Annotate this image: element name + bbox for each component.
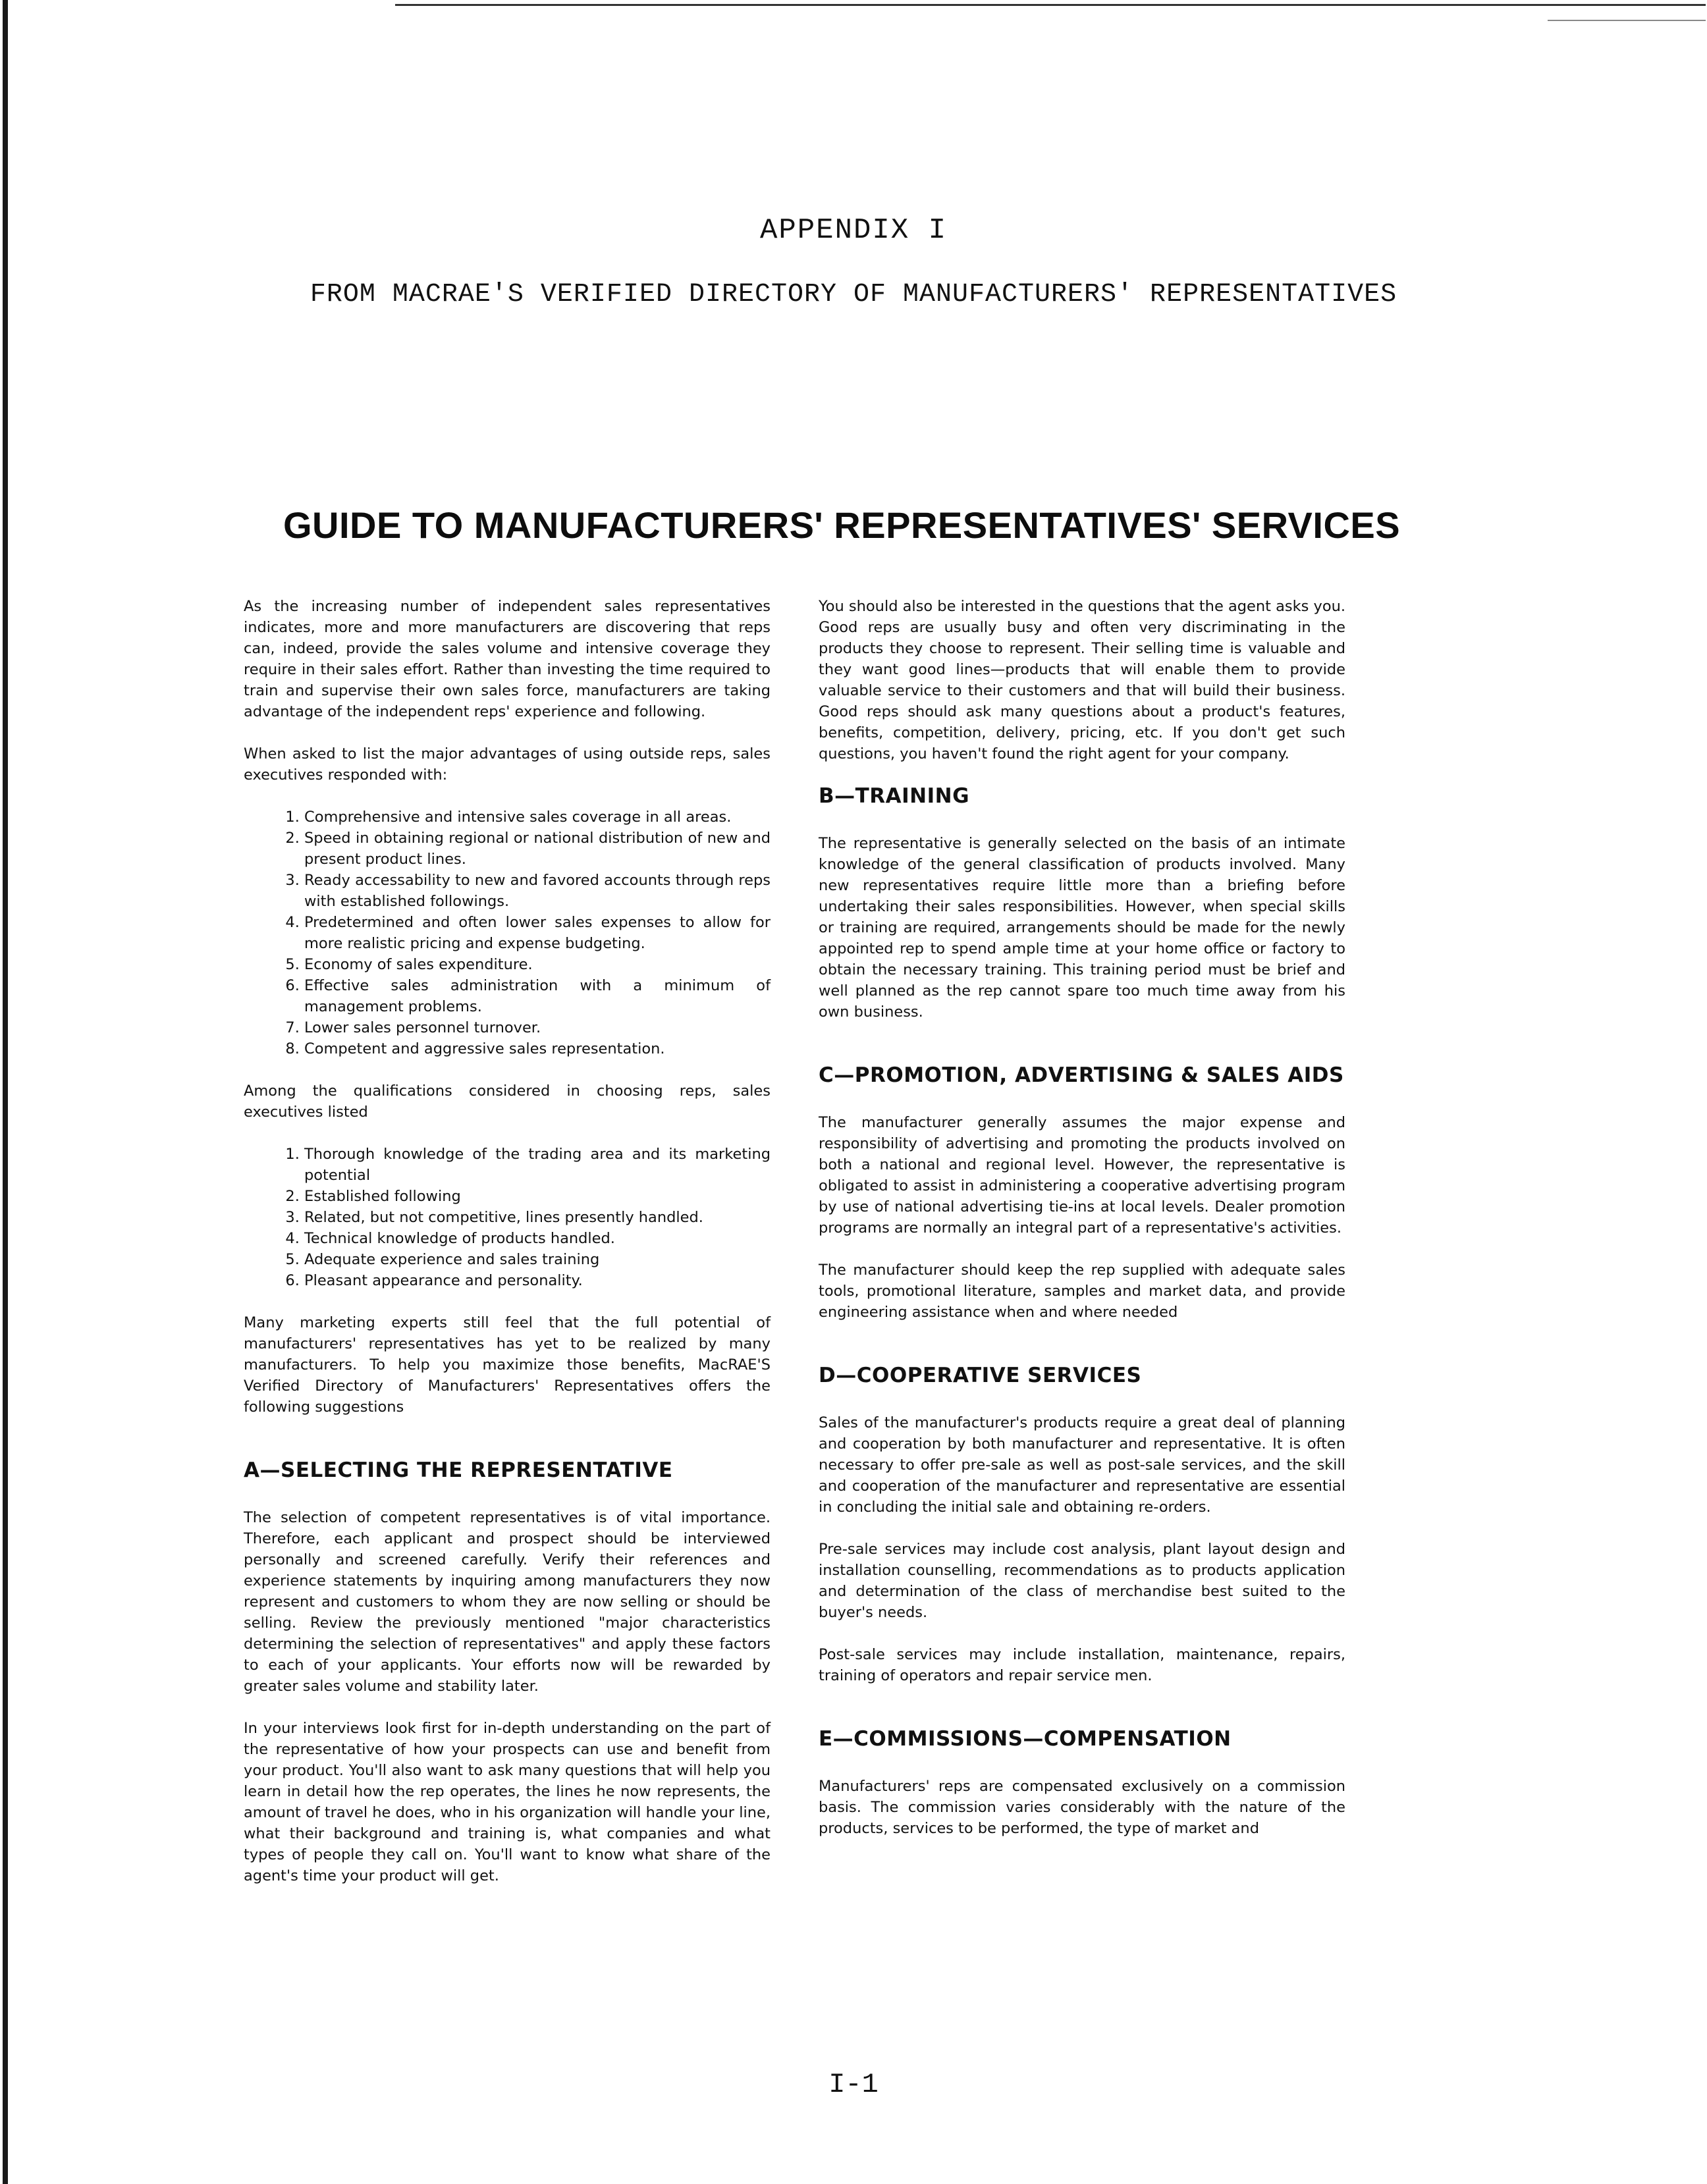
section-c-paragraph: The manufacturer should keep the rep supplied with adequate sales tools, promotional literature, samples and market data, and provide engineering assistance when and where needed bbox=[819, 1262, 1345, 1321]
section-b-heading: B—TRAINING bbox=[819, 784, 970, 808]
section-c-paragraph: The manufacturer generally assumes the major expense and responsibility of advertising and promoting the products involved on both a national and regional level. However, the representative is obligated to assist in administering a cooperative advertising program by use of national advertising tie-ins at local levels. Dealer promotion programs are normally an integral part of a representative's activities. bbox=[819, 1114, 1345, 1237]
section-d-heading: D—COOPERATIVE SERVICES bbox=[819, 1364, 1142, 1387]
section-a-heading: A—SELECTING THE REPRESENTATIVE bbox=[244, 1458, 673, 1482]
guide-title: GUIDE TO MANUFACTURERS' REPRESENTATIVES' SERVICES bbox=[283, 504, 1401, 546]
section-e-heading: E—COMMISSIONS—COMPENSATION bbox=[819, 1727, 1232, 1751]
section-d-paragraph: Pre-sale services may include cost analysis, plant layout design and installation counselling, recommendations as to products application and determination of the class of merchandise best suited to the buyer's needs. bbox=[819, 1541, 1345, 1621]
advantages-list bbox=[244, 807, 771, 1059]
left-column bbox=[244, 596, 771, 1907]
top-rule bbox=[395, 4, 1706, 6]
list-item: 8. Competent and aggressive sales representation. bbox=[304, 1038, 771, 1059]
section-d-paragraph: Sales of the manufacturer's products require a great deal of planning and cooperation by both manufacturer and representative. It is often necessary to offer pre-sale as well as post-sale services, and the skill and cooperation of the manufacturer and representative are essential in concluding the initial sale and obtaining re-orders. bbox=[819, 1414, 1345, 1516]
section-a-paragraph: The selection of competent representatives is of vital importance. Therefore, each applicant and prospect should be interviewed personally and screened carefully. Verify their references and experience statements by inquiring among manufacturers they now represent and customers to whom they are now selling or should be selling. Review the previously mentioned "major characteristics determining the selection of representatives" and apply these factors to each of your applicants. Your efforts now will be rewarded by greater sales volume and stability later. bbox=[244, 1509, 771, 1695]
list-item: 4. Technical knowledge of products handled. bbox=[304, 1228, 771, 1249]
section-c-heading: C—PROMOTION, ADVERTISING & SALES AIDS bbox=[819, 1063, 1344, 1087]
list-item: 2. Established following bbox=[304, 1186, 771, 1207]
intro-paragraph: As the increasing number of independent sales representatives indicates, more and more manufacturers are discovering that reps can, indeed, provide the sales volume and intensive coverage they require in their sales effort. Rather than investing the time required to train and supervise their own sales force, manufacturers are taking advantage of the independent reps' experience and following. bbox=[244, 598, 771, 720]
list-item: 3. Ready accessability to new and favored accounts through reps with established followings. bbox=[304, 870, 771, 912]
list-item: 7. Lower sales personnel turnover. bbox=[304, 1017, 771, 1038]
list-item: 4. Predetermined and often lower sales expenses to allow for more realistic pricing and expense budgeting. bbox=[304, 912, 771, 954]
qualifications-list bbox=[244, 1144, 771, 1291]
potential-paragraph: Many marketing experts still feel that the full potential of manufacturers' representatives has yet to be realized by many manufacturers. To help you maximize those benefits, MacRAE'S Verified Directory of Manufacturers' Representatives offers the following suggestions bbox=[244, 1314, 771, 1416]
page-number: I-1 bbox=[828, 2069, 879, 2100]
section-b-paragraph: The representative is generally selected on the basis of an intimate knowledge of the general classification of products involved. Many new representatives require little more than a briefing before undertaking their sales responsibilities. However, when special skills or training are required, arrangements should be made for the newly appointed rep to spend ample time at your home office or factory to obtain the necessary training. This training period must be brief and well planned as the rep cannot spare too much time away from his own business. bbox=[819, 835, 1345, 1021]
list-item: 1. Comprehensive and intensive sales coverage in all areas. bbox=[304, 807, 771, 828]
top-rule-faint bbox=[1548, 20, 1706, 21]
advantages-intro: When asked to list the major advantages of using outside reps, sales executives responded with: bbox=[244, 745, 771, 784]
list-item: 1. Thorough knowledge of the trading area and its marketing potential bbox=[304, 1144, 771, 1186]
section-e-paragraph: Manufacturers' reps are compensated exclusively on a commission basis. The commission varies considerably with the nature of the products, services to be performed, the type of market and bbox=[819, 1778, 1345, 1837]
list-item: 3. Related, but not competitive, lines presently handled. bbox=[304, 1207, 771, 1228]
appendix-heading: APPENDIX I bbox=[759, 214, 948, 247]
list-item: 6. Effective sales administration with a minimum of management problems. bbox=[304, 975, 771, 1017]
list-item: 5. Adequate experience and sales training bbox=[304, 1249, 771, 1270]
list-item: 6. Pleasant appearance and personality. bbox=[304, 1270, 771, 1291]
list-item: 2. Speed in obtaining regional or national distribution of new and present product lines. bbox=[304, 828, 771, 870]
agent-questions-paragraph: You should also be interested in the questions that the agent asks you. Good reps are usually busy and often very discriminating in the products they choose to represent. Their selling time is valuable and they want good lines—products that will enable them to provide valuable service to their customers and that will build their business. Good reps should ask many questions about a product's features, benefits, competition, delivery, pricing, etc. If you don't get such questions, you haven't found the right agent for your company. bbox=[819, 598, 1345, 762]
appendix-subtitle: FROM MACRAE'S VERIFIED DIRECTORY OF MANUFACTURERS' REPRESENTATIVES bbox=[310, 280, 1397, 309]
section-a-paragraph: In your interviews look first for in-depth understanding on the part of the representative of how your prospects can use and benefit from your product. You'll also want to ask many questions that will help you learn in detail how the rep operates, the lines he now represents, the amount of travel he does, who in his organization will handle your line, what their background and training is, what companies and what types of people they call on. You'll want to know what share of the agent's time your product will get. bbox=[244, 1720, 771, 1884]
section-d-paragraph: Post-sale services may include installation, maintenance, repairs, training of operators and repair service men. bbox=[819, 1646, 1345, 1684]
right-column bbox=[819, 596, 1345, 1860]
qualifications-intro: Among the qualifications considered in choosing reps, sales executives listed bbox=[244, 1082, 771, 1121]
list-item: 5. Economy of sales expenditure. bbox=[304, 954, 771, 975]
scan-left-edge bbox=[3, 0, 8, 2184]
